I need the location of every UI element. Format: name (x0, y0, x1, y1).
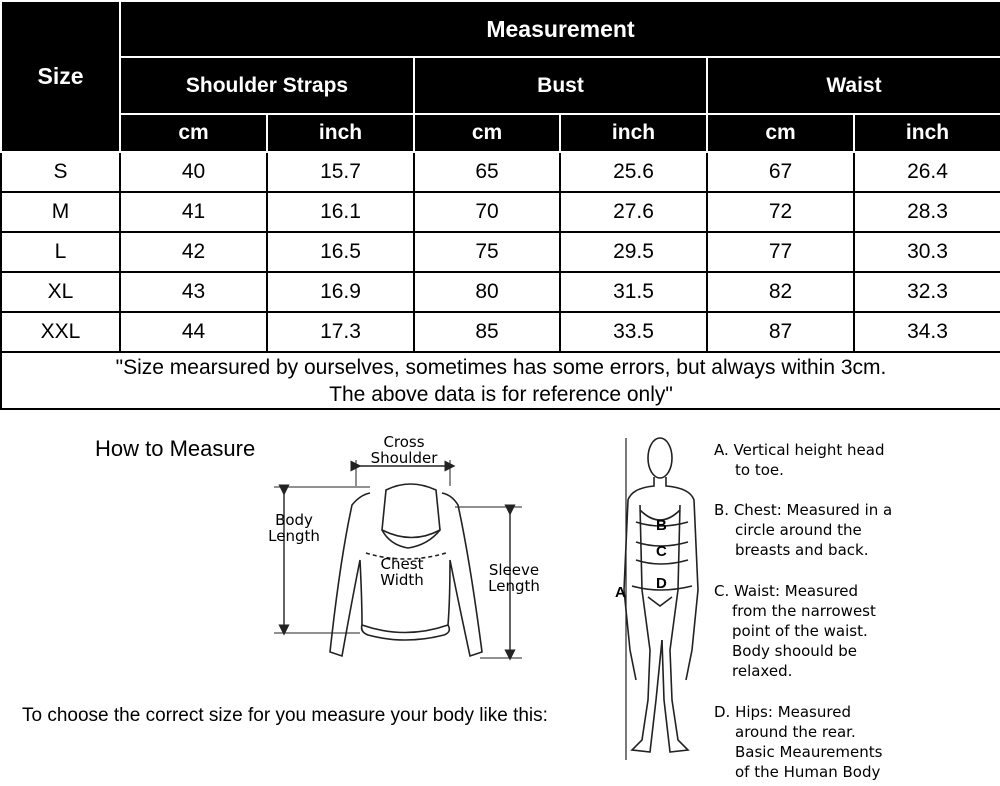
value-cell: 42 (120, 232, 267, 272)
step-line: D. Hips: Measured (714, 703, 851, 721)
group-header-bust: Bust (414, 57, 707, 114)
chest-width-label (372, 556, 432, 588)
size-cell: M (1, 192, 120, 232)
value-cell: 27.6 (560, 192, 707, 232)
unit-header: cm (707, 114, 854, 152)
size-cell: XXL (1, 312, 120, 352)
step-b (714, 500, 994, 560)
step-line: relaxed. (732, 662, 793, 680)
value-cell: 28.3 (854, 192, 1000, 232)
value-cell: 25.6 (560, 152, 707, 192)
body-length-label (262, 512, 326, 544)
value-cell: 80 (414, 272, 560, 312)
step-line: point of the waist. (732, 622, 868, 640)
marker-c: C (656, 543, 667, 560)
step-line: Basic Meaurements (735, 743, 883, 761)
label-line: Width (380, 571, 424, 589)
label-line: Length (268, 527, 320, 545)
size-cell: XL (1, 272, 120, 312)
marker-b: B (656, 517, 667, 534)
step-line: C. Waist: Measured (714, 582, 859, 600)
value-cell: 72 (707, 192, 854, 232)
step-line: A. Vertical height head (714, 441, 885, 459)
label-line: Sleeve (488, 561, 540, 579)
step-a (714, 440, 994, 480)
value-cell: 41 (120, 192, 267, 232)
group-header-waist: Waist (707, 57, 1000, 114)
label-line: Body (275, 511, 313, 529)
measurement-header: Measurement (120, 1, 1000, 57)
size-header: Size (1, 1, 120, 152)
human-body-figure (624, 438, 698, 752)
step-line: Body shoould be (732, 642, 858, 660)
step-line: breasts and back. (735, 541, 869, 559)
value-cell: 44 (120, 312, 267, 352)
unit-header: cm (120, 114, 267, 152)
how-to-measure-title: How to Measure (95, 436, 256, 461)
value-cell: 17.3 (267, 312, 414, 352)
step-d (714, 702, 994, 782)
label-line: Cross (383, 433, 425, 451)
step-line: of the Human Body (735, 763, 881, 781)
value-cell: 40 (120, 152, 267, 192)
size-cell: L (1, 232, 120, 272)
value-cell: 70 (414, 192, 560, 232)
sleeve-length-label (484, 562, 544, 594)
marker-d: D (656, 575, 667, 592)
step-line: B. Chest: Measured in a (714, 501, 893, 519)
cross-shoulder-label (362, 434, 446, 466)
value-cell: 82 (707, 272, 854, 312)
value-cell: 32.3 (854, 272, 1000, 312)
note-line-1: "Size mearsured by ourselves, sometimes has some errors, but always within 3cm. (115, 355, 887, 379)
value-cell: 43 (120, 272, 267, 312)
unit-header: cm (414, 114, 560, 152)
step-c (714, 581, 994, 681)
value-cell: 85 (414, 312, 560, 352)
value-cell: 33.5 (560, 312, 707, 352)
value-cell: 87 (707, 312, 854, 352)
label-line: Shoulder (370, 449, 438, 467)
value-cell: 75 (414, 232, 560, 272)
value-cell: 30.3 (854, 232, 1000, 272)
value-cell: 29.5 (560, 232, 707, 272)
value-cell: 67 (707, 152, 854, 192)
label-line: Length (488, 577, 540, 595)
instruction-text: To choose the correct size for you measure your body like this: (22, 705, 548, 726)
value-cell: 16.1 (267, 192, 414, 232)
note-line-2: The above data is for reference only" (329, 382, 673, 406)
unit-header: inch (560, 114, 707, 152)
unit-header: inch (854, 114, 1000, 152)
step-line: circle around the (735, 521, 862, 539)
size-cell: S (1, 152, 120, 192)
step-line: around the rear. (735, 723, 856, 741)
value-cell: 16.9 (267, 272, 414, 312)
step-line: from the narrowest (732, 602, 876, 620)
value-cell: 26.4 (854, 152, 1000, 192)
value-cell: 31.5 (560, 272, 707, 312)
value-cell: 15.7 (267, 152, 414, 192)
step-line: to toe. (735, 461, 784, 479)
value-cell: 65 (414, 152, 560, 192)
label-line: Chest (380, 555, 424, 573)
value-cell: 34.3 (854, 312, 1000, 352)
marker-a: A (615, 584, 626, 601)
value-cell: 77 (707, 232, 854, 272)
unit-header: inch (267, 114, 414, 152)
value-cell: 16.5 (267, 232, 414, 272)
group-header-shoulder-straps: Shoulder Straps (120, 57, 414, 114)
